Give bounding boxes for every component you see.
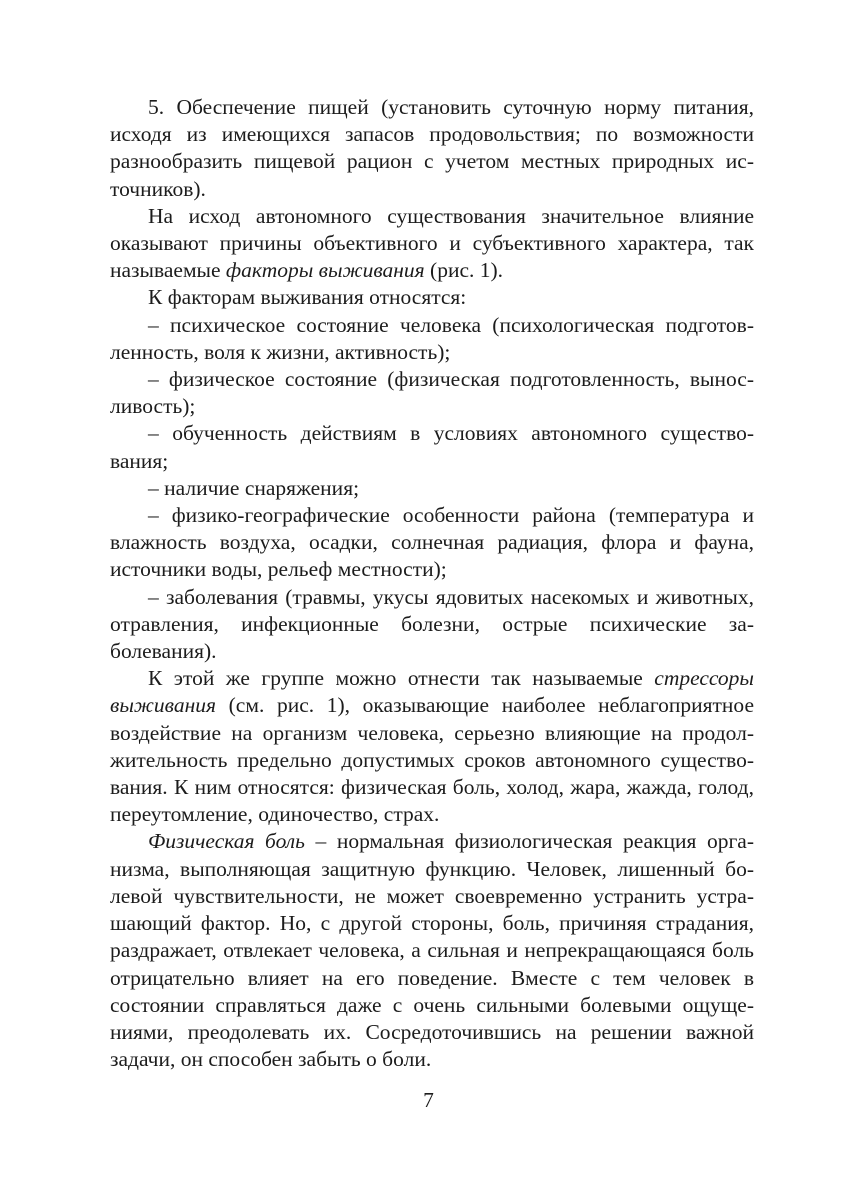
page-body [110,94,754,1073]
paragraph-food-supply [110,94,754,203]
text-segment: На исход автономного существования значительное влияние оказывают причины объективного и субъективного характера, так называемые [110,203,754,283]
text-segment: – заболевания (травмы, укусы ядовитых насекомых и животных, отравления, инфекционные болезни, острые психические заболевания). [110,584,754,664]
text-segment: – психическое состояние человека (психологическая подготовленность, воля к жизни, активность); [110,312,754,364]
page-number: 7 [423,1088,434,1112]
text-segment: К этой же группе можно отнести так называемые [148,666,655,691]
text-segment: – физико-географические особенности района (температура и влажность воздуха, осадки, солнечная радиация, флора и фауна, источники воды, рельеф местности); [110,503,754,582]
list-item-physical-state [110,366,754,420]
text-segment: – нормальная физиологическая реакция организма, выполняющая защитную функцию. Человек, лишенный болевой чувствительности, не может своевременно устранить устрашающий фактор. Но, с другой стороны, боль, причиняя страдания, раздражает, отвлекает человека, а сильная и непрекращающаяся боль отрицательно влияет на его поведение. Вместе с тем человек в состоянии справляться даже с очень сильными болевыми ощущениями, преодолевать их. Сосредоточившись на решении важной задачи, он способен забыть о боли. [110,829,755,1072]
text-segment: (см. рис. 1), оказывающие наиболее неблагоприятное воздействие на организм человека, серьезно влияющие на продолжительность предельно допустимых сроков автономного существования. К ним относятся: физическая боль, холод, жара, жажда, голод, переутомление, одиночество, страх. [110,693,754,827]
list-item-equipment [110,475,754,502]
paragraph-physical-pain [110,828,754,1073]
paragraph-factors-intro [110,284,754,311]
text-segment: 5. Обеспечение пищей (установить суточную норму питания, исходя из имеющихся запасов продовольствия; по возможности разнообразить пищевой рацион с учетом местных природных источников). [110,95,754,201]
text-segment: – обученность действиям в условиях автономного существования; [110,421,754,473]
paragraph-survival-stressors [110,665,754,828]
list-item-training [110,420,754,474]
text-segment: К факторам выживания относятся: [148,285,467,310]
text-segment: – наличие снаряжения; [148,475,360,500]
italic-term-survival-factors: факторы выживания [225,258,425,283]
list-item-diseases [110,584,754,666]
italic-term-survival-stressors: стрессоры выживания [110,666,754,718]
list-item-geography [110,502,754,584]
text-segment: – физическое состояние (физическая подготовленность, выносливость); [110,367,754,419]
text-segment: (рис. 1). [424,258,504,283]
paragraph-autonomous-outcome [110,203,754,285]
italic-term-physical-pain: Физическая боль [148,829,305,854]
list-item-psychological-state [110,312,754,366]
